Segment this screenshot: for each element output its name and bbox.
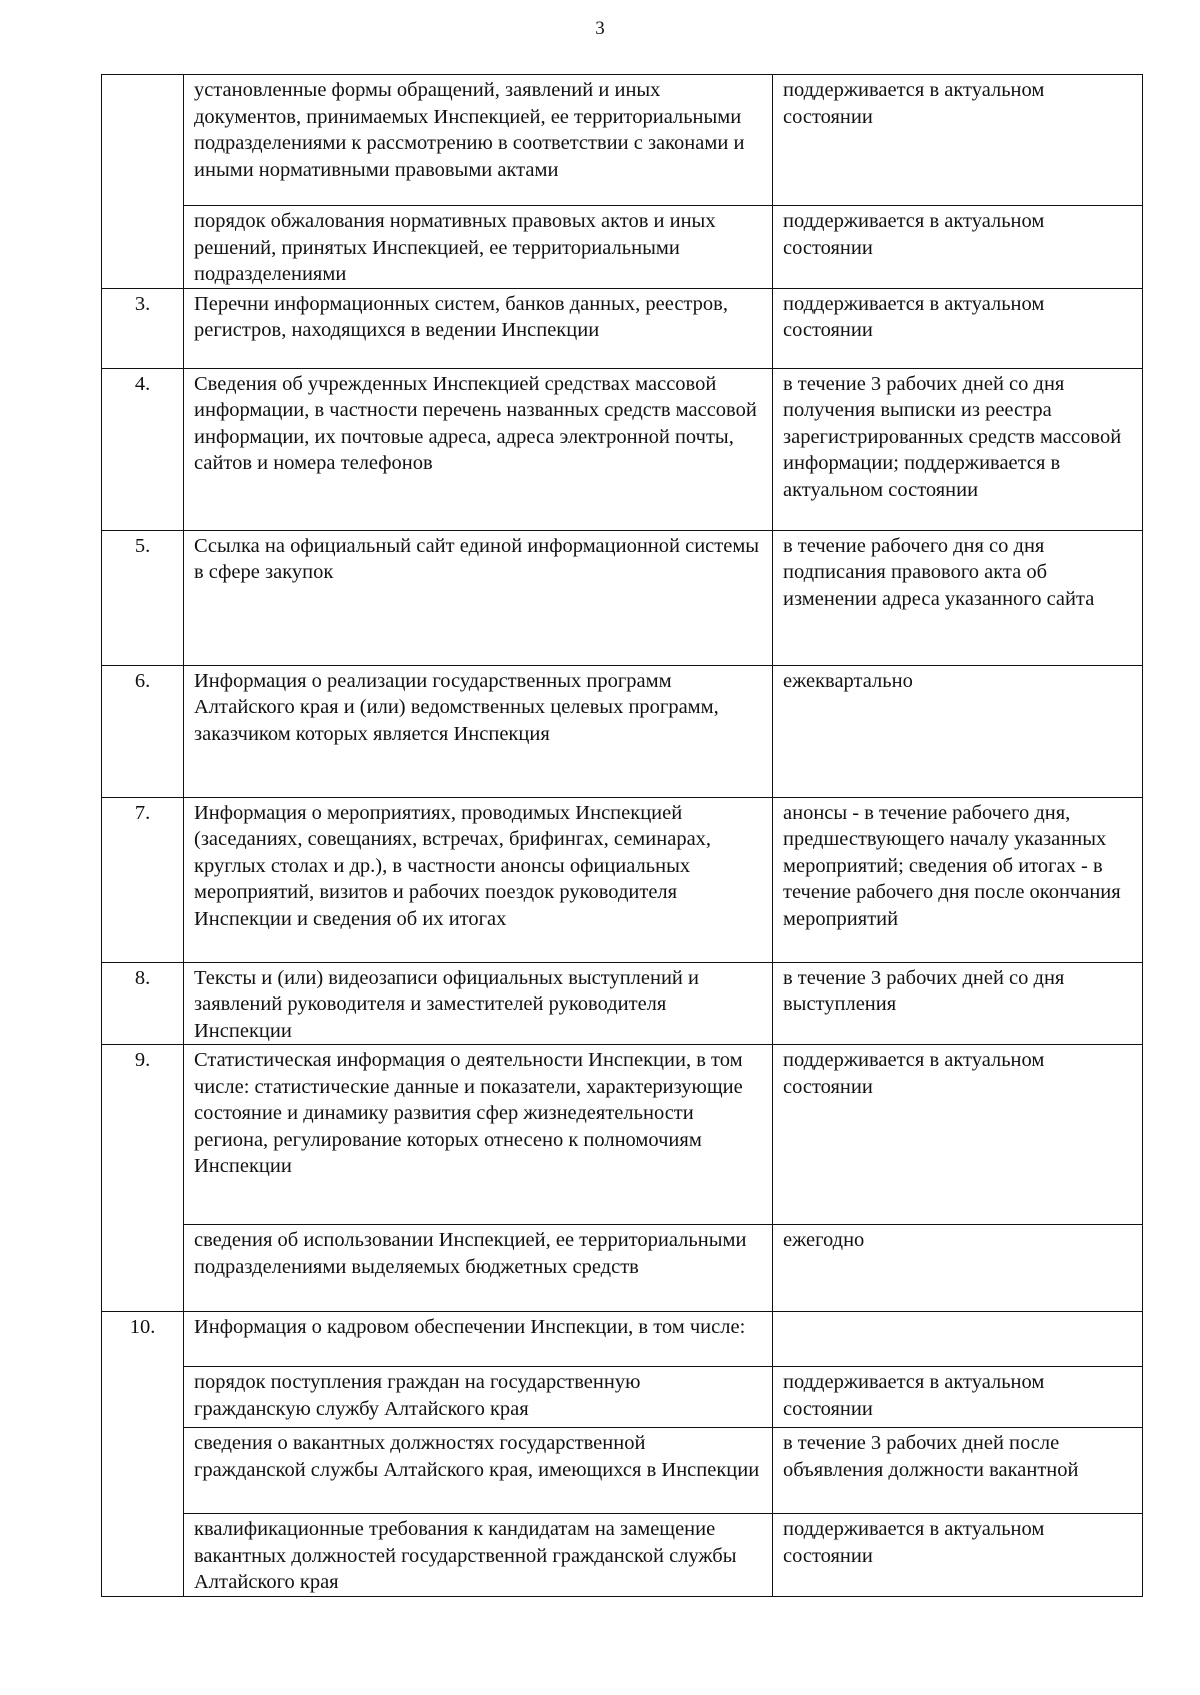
- row-term: анонсы - в течение рабочего дня, предшествующего началу указанных мероприятий; сведения об итогах - в течение рабочего дня после окончания мероприятий: [773, 797, 1143, 962]
- row-number: 8.: [102, 962, 184, 1045]
- row-term: ежегодно: [773, 1225, 1143, 1312]
- row-description: порядок поступления граждан на государственную гражданскую службу Алтайского края: [184, 1367, 773, 1428]
- row-description: сведения об использовании Инспекцией, ее территориальными подразделениями выделяемых бюджетных средств: [184, 1225, 773, 1312]
- row-description: Информация о кадровом обеспечении Инспекции, в том числе:: [184, 1312, 773, 1367]
- table-row: [102, 530, 1143, 665]
- row-term: в течение рабочего дня со дня подписания правового акта об изменении адреса указанного сайта: [773, 530, 1143, 665]
- row-term: в течение 3 рабочих дней после объявления должности вакантной: [773, 1428, 1143, 1514]
- row-number: 10.: [102, 1312, 184, 1367]
- row-description: Перечни информационных систем, банков данных, реестров, регистров, находящихся в ведении Инспекции: [184, 288, 773, 368]
- table-row: [102, 1045, 1143, 1225]
- row-description: Ссылка на официальный сайт единой информационной системы в сфере закупок: [184, 530, 773, 665]
- row-description: Информация о мероприятиях, проводимых Инспекцией (заседаниях, совещаниях, встречах, брифингах, семинарах, круглых столах и др.), в частности анонсы официальных мероприятий, визитов и рабочих поездок руководителя Инспекции и сведения об их итогах: [184, 797, 773, 962]
- row-number: 3.: [102, 288, 184, 368]
- row-description: квалификационные требования к кандидатам на замещение вакантных должностей государственной гражданской службы Алтайского края: [184, 1514, 773, 1597]
- document-table: [101, 74, 1143, 1597]
- row-term: поддерживается в актуальном состоянии: [773, 288, 1143, 368]
- table-row: [102, 206, 1143, 289]
- table-row: [102, 1312, 1143, 1367]
- row-description: Тексты и (или) видеозаписи официальных выступлений и заявлений руководителя и заместителей руководителя Инспекции: [184, 962, 773, 1045]
- row-number: 7.: [102, 797, 184, 962]
- table-row: [102, 1428, 1143, 1514]
- row-number: 4.: [102, 368, 184, 530]
- row-number: [102, 1428, 184, 1514]
- row-number: [102, 75, 184, 206]
- table-row: [102, 1367, 1143, 1428]
- row-term: поддерживается в актуальном состоянии: [773, 1045, 1143, 1225]
- row-term: [773, 1312, 1143, 1367]
- row-term: поддерживается в актуальном состоянии: [773, 1514, 1143, 1597]
- row-number: [102, 1225, 184, 1312]
- row-term: ежеквартально: [773, 665, 1143, 797]
- table-row: [102, 75, 1143, 206]
- row-description: Сведения об учрежденных Инспекцией средствах массовой информации, в частности перечень названных средств массовой информации, их почтовые адреса, адреса электронной почты, сайтов и номера телефонов: [184, 368, 773, 530]
- row-description: Статистическая информация о деятельности Инспекции, в том числе: статистические данные и показатели, характеризующие состояние и динамику развития сфер жизнедеятельности региона, регулирование которых отнесено к полномочиям Инспекции: [184, 1045, 773, 1225]
- row-number: 5.: [102, 530, 184, 665]
- table-row: [102, 665, 1143, 797]
- row-number: 9.: [102, 1045, 184, 1225]
- table-row: [102, 962, 1143, 1045]
- row-number: [102, 1514, 184, 1597]
- table-row: [102, 368, 1143, 530]
- row-term: в течение 3 рабочих дней со дня получения выписки из реестра зарегистрированных средств массовой информации; поддерживается в актуальном состоянии: [773, 368, 1143, 530]
- row-term: поддерживается в актуальном состоянии: [773, 206, 1143, 289]
- row-number: [102, 206, 184, 289]
- row-description: порядок обжалования нормативных правовых актов и иных решений, принятых Инспекцией, ее территориальными подразделениями: [184, 206, 773, 289]
- row-term: в течение 3 рабочих дней со дня выступления: [773, 962, 1143, 1045]
- row-number: [102, 1367, 184, 1428]
- table-row: [102, 288, 1143, 368]
- row-term: поддерживается в актуальном состоянии: [773, 1367, 1143, 1428]
- table-row: [102, 797, 1143, 962]
- row-description: сведения о вакантных должностях государственной гражданской службы Алтайского края, имеющихся в Инспекции: [184, 1428, 773, 1514]
- row-term: поддерживается в актуальном состоянии: [773, 75, 1143, 206]
- page-number: 3: [595, 18, 605, 39]
- row-description: установленные формы обращений, заявлений и иных документов, принимаемых Инспекцией, ее территориальными подразделениями к рассмотрению в соответствии с законами и иными нормативными правовыми актами: [184, 75, 773, 206]
- table-row: [102, 1225, 1143, 1312]
- row-number: 6.: [102, 665, 184, 797]
- table-row: [102, 1514, 1143, 1597]
- row-description: Информация о реализации государственных программ Алтайского края и (или) ведомственных целевых программ, заказчиком которых является Инспекция: [184, 665, 773, 797]
